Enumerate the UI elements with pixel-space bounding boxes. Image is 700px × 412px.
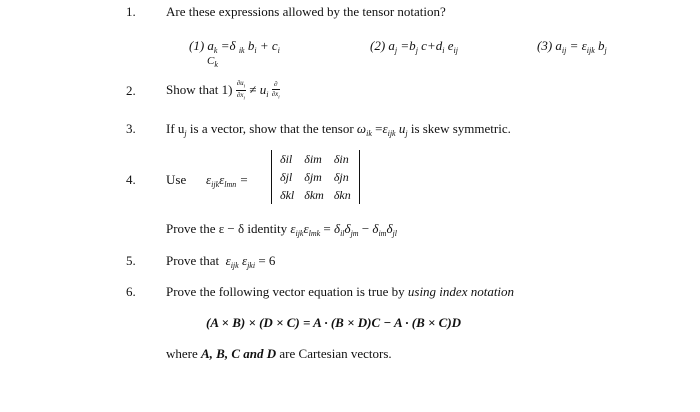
question-2: Show that 1) $\frac{\partial u_i}{\partial x_i}$ ≠ $u_i$ $\frac{\partial}{\partial x_i}$ (166, 79, 280, 102)
q4-prove-identity: Prove the ε − δ identity $\varepsilon_{ijk}\varepsilon_{lmk} = \delta_{il}\delta_{jm} - \delta_{im}\delta_{jl}$ (166, 221, 397, 238)
item-number-2: 2. (126, 83, 136, 98)
item-number-1: 1. (126, 4, 136, 19)
q6-where-clause: where A, B, C and D are Cartesian vectors. (166, 346, 392, 361)
question-4-label: Use (166, 172, 187, 187)
q1-expression-2: (2) $a_j =b_j$ $c+d_i$ $e_{ij}$ (370, 38, 458, 55)
question-1-text: Are these expressions allowed by the tensor notation? (166, 4, 446, 19)
matrix-cell: δjn (333, 169, 349, 184)
matrix-cell: δkn (333, 187, 351, 202)
question-6: Prove the following vector equation is true by using index notation (166, 284, 515, 299)
matrix-cell: δil (280, 151, 293, 166)
question-5: Prove that $\varepsilon_{ijk}$ $\varepsilon_{jki} = 6$ (166, 253, 276, 270)
q6-vector-equation: (A × B) × (D × C) = A · (B × D)C − A · (B × C)D (206, 315, 462, 330)
matrix-cell: δim (304, 151, 322, 166)
item-number-6: 6. (126, 284, 136, 299)
matrix-cell: δjl (280, 169, 293, 184)
item-number-3: 3. (126, 121, 136, 136)
item-number-4: 4. (126, 172, 136, 187)
q1-expression-3: (3) $a_{ij} = \varepsilon_{ijk}$ $b_j$ (537, 38, 607, 55)
item-number-5: 5. (126, 253, 136, 268)
q1-expression-1: (1) $a_k =\delta$ $_{ik}$ $b_i + c_i$ (189, 38, 280, 55)
matrix-cell: δin (333, 151, 349, 166)
matrix-cell: δkl (280, 187, 295, 202)
question-3: If $u_j$ is a vector, show that the tensor $\omega_{ik} =\varepsilon_{ijk}$ $u_j$ is skew symmetric. (166, 121, 511, 138)
q4-epsilon-product: $\varepsilon_{ijk}\varepsilon_{lmn}$ = (206, 172, 249, 189)
q1-expression-1-continuation: $C_k$ (207, 55, 218, 69)
q4-delta-determinant (271, 150, 360, 204)
matrix-cell: δkm (304, 187, 324, 202)
matrix-cell: δjm (304, 169, 322, 184)
